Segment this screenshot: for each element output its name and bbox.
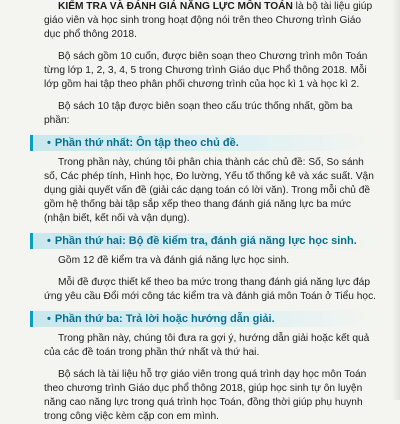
section-label: Phần thứ nhất: <box>54 137 134 149</box>
intro-paragraph <box>44 0 378 42</box>
section-heading-part-1 <box>30 135 378 151</box>
section-heading-part-3 <box>30 311 378 327</box>
section-2-body-1: Gồm 12 đề kiểm tra và đánh giá năng lực học sinh. <box>58 255 290 266</box>
section-label: Phần thứ hai: <box>54 235 126 247</box>
page-edge-shadow <box>392 0 400 400</box>
section-label: Phần thứ ba: <box>54 313 123 325</box>
section-title: Ôn tập theo chủ đề. <box>136 137 239 149</box>
section-title: Trả lời hoặc hướng dẫn giải. <box>125 313 275 325</box>
intro-text: là bộ tài liệu giúp giáo viên và học sinh trong hoạt động nói trên theo Chương trình Giáo dục phổ thông 2018. <box>44 1 373 40</box>
section-heading-part-2 <box>30 233 378 249</box>
paragraph-structure: Bộ sách 10 tập được biên soạn theo cấu trúc thống nhất, gồm ba phần: <box>44 101 353 126</box>
bullet-icon: • <box>47 137 51 149</box>
series-title: KIỂM TRA VÀ ĐÁNH GIÁ NĂNG LỰC MÔN TOÁN <box>58 1 293 12</box>
bullet-icon: • <box>47 313 51 325</box>
section-3-body: Trong phần này, chúng tôi đưa ra gợi ý, hướng dẫn giải hoặc kết quả của các đề toán trong phần thứ nhất và thứ hai. <box>44 333 370 358</box>
bullet-icon: • <box>47 235 51 247</box>
closing-paragraph: Bộ sách là tài liệu hỗ trợ giáo viên trong quá trình dạy học môn Toán theo chương trình Giáo dục phổ thông 2018, giúp học sinh tự ôn luyện năng cao năng lực trong quá trình học Toán, đồng thời giúp phụ huynh trong công việc kèm cặp con em mình. <box>44 369 367 422</box>
section-title: Bộ đề kiểm tra, đánh giá năng lực học sinh. <box>128 235 357 247</box>
section-2-body-2: Mỗi đề được thiết kế theo ba mức trong thang đánh giá năng lực đáp ứng yêu cầu Đổi mới công tác kiểm tra và đánh giá môn Toán ở Tiểu học. <box>44 277 377 302</box>
paragraph-series-description: Bộ sách gồm 10 cuốn, được biên soạn theo Chương trình môn Toán từng lớp 1, 2, 3, 4, 5 trong Chương trình Giáo dục Phổ thông 2018. Mỗi lớp gồm hai tập theo phân phối chương trình của học kì 1 và học kì 2. <box>44 51 368 90</box>
section-1-body: Trong phần này, chúng tôi phân chia thành các chủ đề: Số, So sánh số, Các phép tính, Hình học, Đo lường, Yếu tố thống kê và xác suất. Vận dụng giải quyết vấn đề (giải các dạng toán có lời văn). Trong mỗi chủ đề gồm hệ thống bài tập sắp xếp theo thang đánh giá năng lực ba mức (nhận biết, kết nối và vận dụng). <box>44 157 374 224</box>
